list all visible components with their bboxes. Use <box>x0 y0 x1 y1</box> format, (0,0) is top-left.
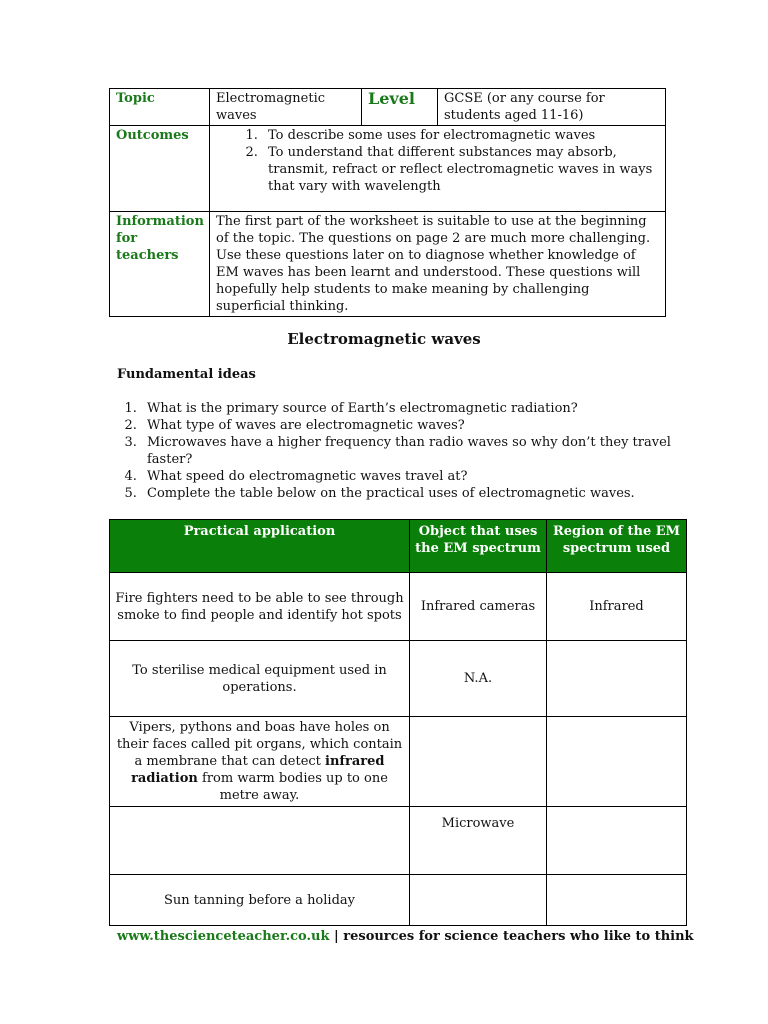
application-emphasis: infrared radiation <box>131 754 385 786</box>
object-cell <box>410 717 547 807</box>
header-region: Region of the EM spectrum used <box>547 520 687 573</box>
application-cell: Sun tanning before a holiday <box>110 875 410 926</box>
table-row <box>110 875 687 926</box>
application-text: Vipers, pythons and boas have holes on their faces called pit organs, which contain a membrane that can detect <box>116 720 403 769</box>
outcome-item: 2. To understand that different substances may absorb, transmit, refract or reflect electromagnetic waves in ways that vary with wavelength <box>262 144 659 195</box>
table-row <box>110 573 687 641</box>
outcomes-label: Outcomes <box>110 126 210 212</box>
topic-label: Topic <box>110 89 210 126</box>
outcomes-cell <box>210 126 666 212</box>
question-item: 4. What speed do electromagnetic waves travel at? <box>141 468 701 485</box>
question-item: 5. Complete the table below on the practical uses of electromagnetic waves. <box>141 485 701 502</box>
footer-separator: | <box>329 929 344 944</box>
object-cell <box>410 875 547 926</box>
object-cell: N.A. <box>410 641 547 717</box>
application-cell: Fire fighters need to be able to see through smoke to find people and identify hot spots <box>110 573 410 641</box>
question-item: 2. What type of waves are electromagnetic waves? <box>141 417 701 434</box>
region-cell <box>547 717 687 807</box>
application-cell: To sterilise medical equipment used in operations. <box>110 641 410 717</box>
uses-table <box>109 519 687 926</box>
header-object: Object that uses the EM spectrum <box>410 520 547 573</box>
table-row <box>110 717 687 807</box>
outcomes-row <box>110 126 666 212</box>
outcomes-list <box>216 127 659 195</box>
header-application: Practical application <box>110 520 410 573</box>
info-row <box>110 212 666 317</box>
uses-header-row <box>110 520 687 573</box>
object-cell: Infrared cameras <box>410 573 547 641</box>
object-cell: Microwave <box>410 807 547 875</box>
region-cell <box>547 807 687 875</box>
info-label: Information for teachers <box>110 212 210 317</box>
info-text: The first part of the worksheet is suitable to use at the beginning of the topic. The questions on page 2 are much more challenging. Use these questions later on to diagnose whether knowledge of EM waves has been learnt and understood. These questions will hopefully help students to make meaning by challenging superficial thinking. <box>210 212 666 317</box>
table-row <box>110 641 687 717</box>
outcome-item: 1. To describe some uses for electromagnetic waves <box>262 127 659 144</box>
level-value: GCSE (or any course for students aged 11-16) <box>438 89 666 126</box>
section-heading: Fundamental ideas <box>117 367 256 382</box>
application-cell <box>110 717 410 807</box>
region-cell <box>547 641 687 717</box>
region-cell <box>547 875 687 926</box>
footer <box>117 929 694 944</box>
application-text: from warm bodies up to one metre away. <box>197 771 388 803</box>
topic-value: Electromagnetic waves <box>210 89 362 126</box>
info-table <box>109 88 666 317</box>
level-label: Level <box>362 89 438 126</box>
questions-list <box>117 400 701 502</box>
application-cell <box>110 807 410 875</box>
page-title: Electromagnetic waves <box>287 330 481 348</box>
question-item: 1. What is the primary source of Earth’s electromagnetic radiation? <box>141 400 701 417</box>
footer-link[interactable]: www.thescienceteacher.co.uk <box>117 929 330 944</box>
topic-row <box>110 89 666 126</box>
question-item: 3. Microwaves have a higher frequency than radio waves so why don’t they travel faster? <box>141 434 701 468</box>
footer-text: resources for science teachers who like to think <box>343 929 694 944</box>
region-cell: Infrared <box>547 573 687 641</box>
table-row <box>110 807 687 875</box>
